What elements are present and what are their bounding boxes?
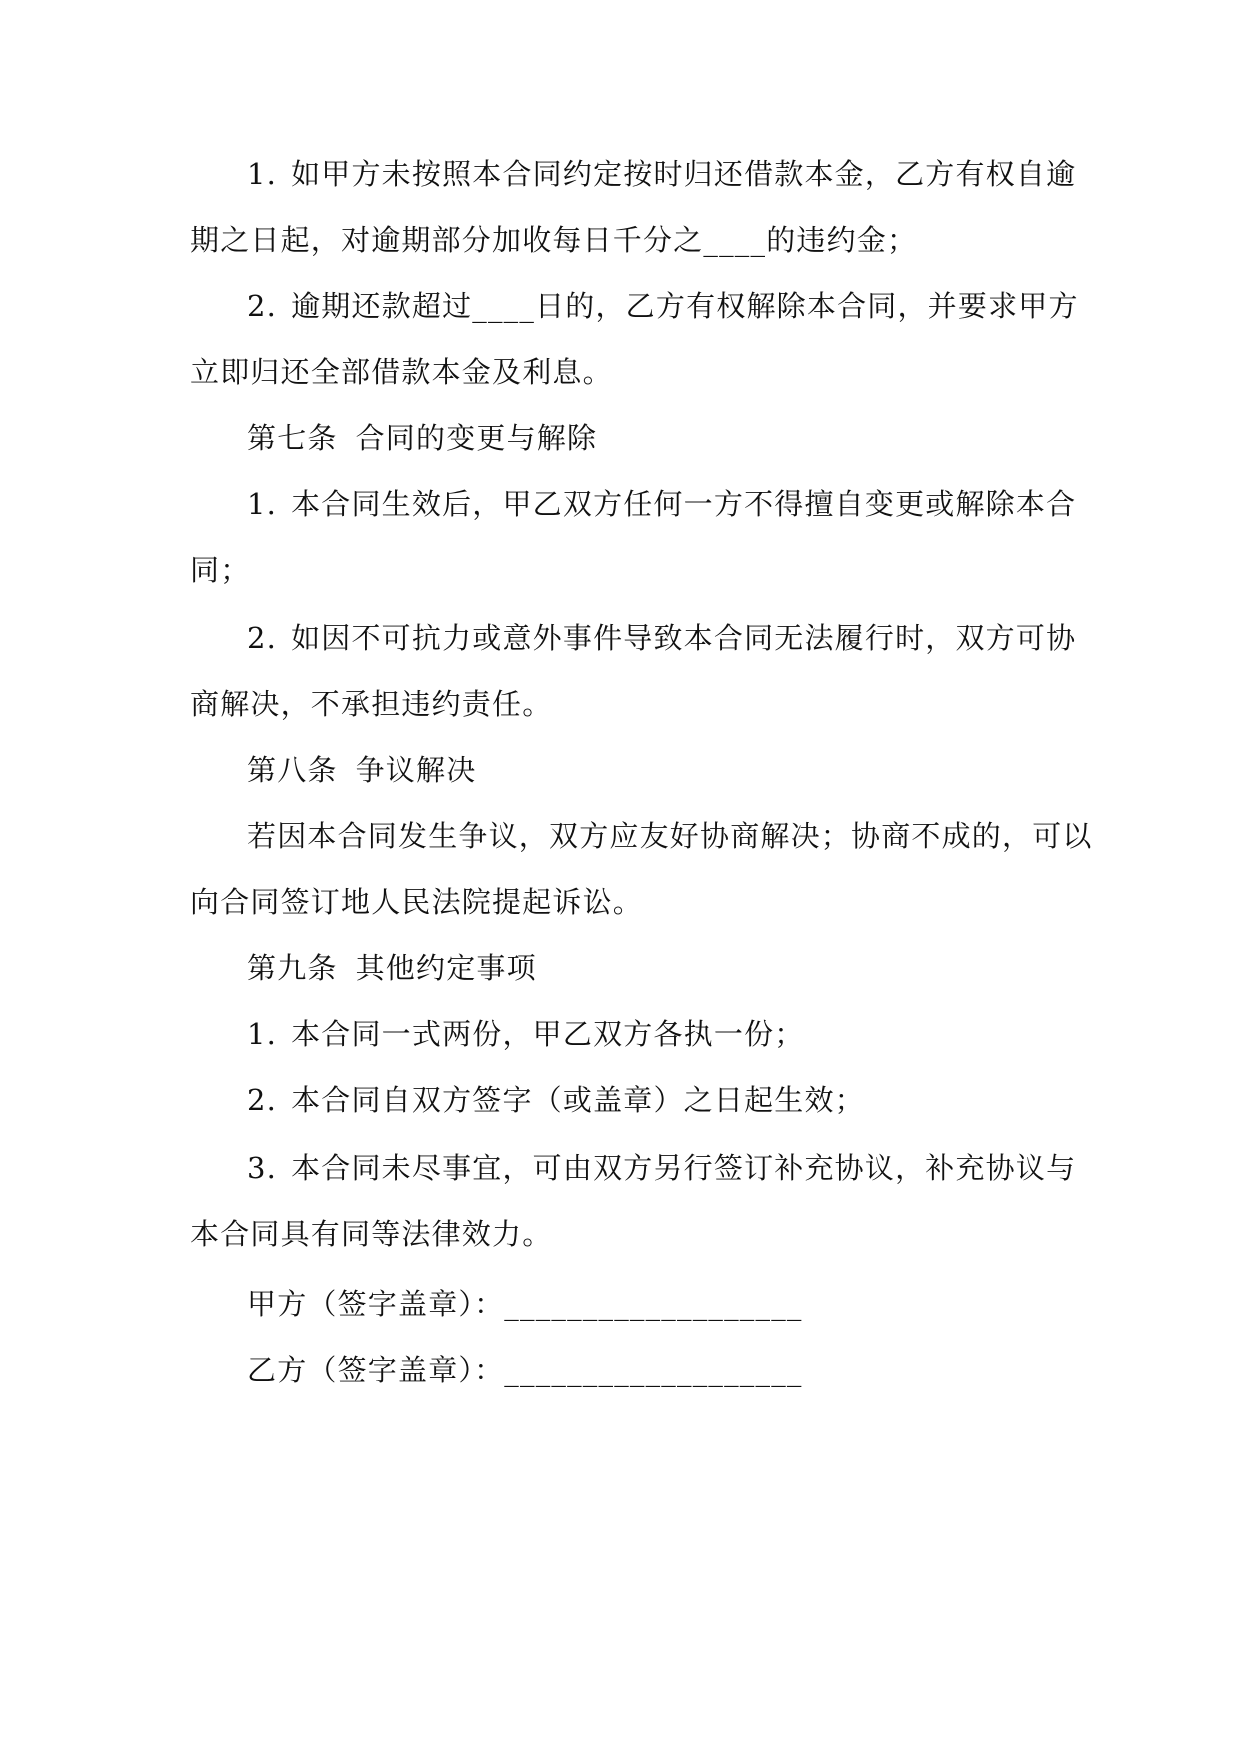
clause-title: 其他约定事项 [355, 951, 537, 985]
clause-9-item-3-line-2: 本合同具有同等法律效力。 [190, 1217, 553, 1251]
party-a-signature-line: 甲方（签字盖章）：___________________ [247, 1287, 803, 1321]
clause-8-text-line-1: 若因本合同发生争议，双方应友好协商解决；协商不成的，可以 [247, 819, 1093, 853]
item-number: 1. [247, 1017, 278, 1051]
item-text: 本合同未尽事宜，可由双方另行签订补充协议，补充协议与 [291, 1151, 1077, 1185]
item-number: 2. [247, 289, 278, 323]
clause-6-item-2-line-1 [247, 288, 1127, 324]
item-text: 本合同生效后，甲乙双方任何一方不得擅自变更或解除本合 [291, 487, 1077, 521]
clause-9-item-1 [247, 1016, 1127, 1052]
clause-number: 第七条 [247, 421, 338, 455]
item-number: 2. [247, 621, 278, 655]
item-text: 如甲方未按照本合同约定按时归还借款本金，乙方有权自逾 [291, 157, 1077, 191]
item-text: 如因不可抗力或意外事件导致本合同无法履行时，双方可协 [291, 621, 1077, 655]
item-number: 2. [247, 1083, 278, 1117]
item-text: 本合同一式两份，甲乙双方各执一份； [291, 1017, 805, 1051]
item-number: 1. [247, 157, 278, 191]
clause-number: 第八条 [247, 753, 338, 787]
clause-9-heading [247, 950, 1127, 986]
clause-number: 第九条 [247, 951, 338, 985]
clause-9-item-2 [247, 1082, 1127, 1118]
clause-9-item-3-line-1 [247, 1150, 1127, 1186]
clause-6-item-1-line-2: 期之日起，对逾期部分加收每日千分之____的违约金； [190, 223, 918, 257]
clause-title: 争议解决 [355, 753, 477, 787]
clause-7-item-2-line-2: 商解决，不承担违约责任。 [190, 687, 553, 721]
clause-title: 合同的变更与解除 [355, 421, 598, 455]
clause-6-item-2-line-2: 立即归还全部借款本金及利息。 [190, 355, 613, 389]
item-number: 1. [247, 487, 278, 521]
clause-8-heading [247, 752, 1127, 788]
item-text: 本合同自双方签字（或盖章）之日起生效； [291, 1083, 865, 1117]
clause-6-item-1-line-1 [247, 156, 1127, 192]
clause-7-item-1-line-2: 同； [190, 553, 251, 587]
item-text: 逾期还款超过____日的，乙方有权解除本合同，并要求甲方 [291, 289, 1079, 323]
clause-7-item-2-line-1 [247, 620, 1127, 656]
clause-7-item-1-line-1 [247, 486, 1127, 522]
clause-7-heading [247, 420, 1127, 456]
party-b-signature-line: 乙方（签字盖章）：___________________ [247, 1353, 803, 1387]
clause-8-text-line-2: 向合同签订地人民法院提起诉讼。 [190, 885, 644, 919]
item-number: 3. [247, 1151, 278, 1185]
